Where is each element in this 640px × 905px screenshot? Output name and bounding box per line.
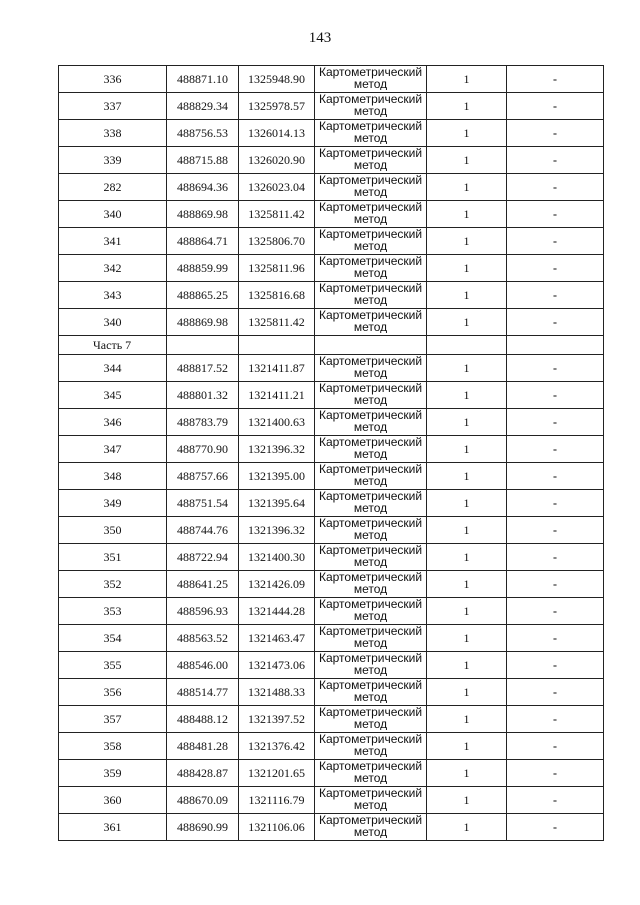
method-text: Картометрический метод [318,255,423,279]
method-cell [315,255,427,282]
note-cell: - [507,571,604,598]
accuracy-cell: 1 [427,760,507,787]
note-cell: - [507,625,604,652]
accuracy-cell: 1 [427,382,507,409]
note-cell: - [507,598,604,625]
point-number-cell: 353 [59,598,167,625]
x-coordinate-cell: 488869.98 [167,201,239,228]
point-number-cell: 359 [59,760,167,787]
method-cell [315,436,427,463]
x-coordinate-cell: 488641.25 [167,571,239,598]
x-coordinate-cell: 488514.77 [167,679,239,706]
table-row [59,174,604,201]
x-coordinate-cell: 488859.99 [167,255,239,282]
x-coordinate-cell: 488563.52 [167,625,239,652]
point-number-cell: 337 [59,93,167,120]
table-row [59,490,604,517]
accuracy-cell: 1 [427,463,507,490]
table-row [59,309,604,336]
accuracy-cell: 1 [427,93,507,120]
note-cell: - [507,409,604,436]
note-cell: - [507,147,604,174]
method-cell [315,760,427,787]
note-cell: - [507,382,604,409]
point-number-cell: 360 [59,787,167,814]
point-number-cell: 344 [59,355,167,382]
x-coordinate-cell: 488783.79 [167,409,239,436]
note-cell: - [507,228,604,255]
method-cell [315,625,427,652]
accuracy-cell: 1 [427,228,507,255]
accuracy-cell: 1 [427,598,507,625]
note-cell: - [507,760,604,787]
method-cell [315,120,427,147]
method-cell [315,598,427,625]
method-cell [315,544,427,571]
accuracy-cell: 1 [427,652,507,679]
method-text: Картометрический метод [318,201,423,225]
x-coordinate-cell: 488690.99 [167,814,239,841]
y-coordinate-cell: 1326023.04 [239,174,315,201]
table-row [59,733,604,760]
note-cell: - [507,309,604,336]
point-number-cell: 351 [59,544,167,571]
x-coordinate-cell: 488865.25 [167,282,239,309]
method-text: Картометрический метод [318,120,423,144]
note-cell: - [507,282,604,309]
accuracy-cell: 1 [427,282,507,309]
accuracy-cell: 1 [427,544,507,571]
note-cell: - [507,201,604,228]
point-number-cell: 341 [59,228,167,255]
y-coordinate-cell: 1321444.28 [239,598,315,625]
table-row [59,652,604,679]
method-cell [315,174,427,201]
table-row [59,571,604,598]
y-coordinate-cell: 1321463.47 [239,625,315,652]
method-text: Картометрический метод [318,355,423,379]
point-number-cell: 282 [59,174,167,201]
table-row [59,625,604,652]
x-coordinate-cell: 488694.36 [167,174,239,201]
method-text: Картометрический метод [318,679,423,703]
table-row [59,93,604,120]
table-row [59,814,604,841]
empty-cell [315,336,427,355]
x-coordinate-cell: 488751.54 [167,490,239,517]
accuracy-cell: 1 [427,409,507,436]
table-row [59,355,604,382]
x-coordinate-cell: 488722.94 [167,544,239,571]
method-cell [315,517,427,544]
point-number-cell: 361 [59,814,167,841]
y-coordinate-cell: 1325811.42 [239,309,315,336]
method-text: Картометрический метод [318,409,423,433]
y-coordinate-cell: 1321411.87 [239,355,315,382]
note-cell: - [507,355,604,382]
note-cell: - [507,490,604,517]
table-row [59,255,604,282]
method-text: Картометрический метод [318,490,423,514]
y-coordinate-cell: 1321400.30 [239,544,315,571]
accuracy-cell: 1 [427,706,507,733]
method-text: Картометрический метод [318,147,423,171]
note-cell: - [507,679,604,706]
y-coordinate-cell: 1321106.06 [239,814,315,841]
method-text: Картометрический метод [318,463,423,487]
table-row [59,201,604,228]
accuracy-cell: 1 [427,679,507,706]
method-cell [315,147,427,174]
method-cell [315,706,427,733]
method-text: Картометрический метод [318,706,423,730]
table-row [59,463,604,490]
x-coordinate-cell: 488744.76 [167,517,239,544]
method-cell [315,309,427,336]
x-coordinate-cell: 488864.71 [167,228,239,255]
table-row [59,282,604,309]
point-number-cell: 356 [59,679,167,706]
x-coordinate-cell: 488817.52 [167,355,239,382]
method-text: Картометрический метод [318,282,423,306]
point-number-cell: 347 [59,436,167,463]
point-number-cell: 345 [59,382,167,409]
method-cell [315,201,427,228]
accuracy-cell: 1 [427,814,507,841]
x-coordinate-cell: 488546.00 [167,652,239,679]
table-row [59,147,604,174]
method-cell [315,787,427,814]
note-cell: - [507,174,604,201]
y-coordinate-cell: 1326020.90 [239,147,315,174]
point-number-cell: 339 [59,147,167,174]
y-coordinate-cell: 1321395.00 [239,463,315,490]
part-label: Часть 7 [59,336,167,355]
accuracy-cell: 1 [427,147,507,174]
y-coordinate-cell: 1325811.42 [239,201,315,228]
method-text: Картометрический метод [318,174,423,198]
method-text: Картометрический метод [318,517,423,541]
method-text: Картометрический метод [318,787,423,811]
table-row [59,120,604,147]
table-row [59,679,604,706]
accuracy-cell: 1 [427,66,507,93]
x-coordinate-cell: 488770.90 [167,436,239,463]
y-coordinate-cell: 1321395.64 [239,490,315,517]
method-text: Картометрический метод [318,598,423,622]
point-number-cell: 348 [59,463,167,490]
accuracy-cell: 1 [427,255,507,282]
coordinates-table [58,65,604,841]
point-number-cell: 354 [59,625,167,652]
y-coordinate-cell: 1321400.63 [239,409,315,436]
method-cell [315,66,427,93]
y-coordinate-cell: 1321426.09 [239,571,315,598]
y-coordinate-cell: 1321396.32 [239,517,315,544]
table-row [59,760,604,787]
y-coordinate-cell: 1321396.32 [239,436,315,463]
method-cell [315,355,427,382]
method-text: Картометрический метод [318,814,423,838]
method-text: Картометрический метод [318,309,423,333]
method-text: Картометрический метод [318,66,423,90]
y-coordinate-cell: 1321411.21 [239,382,315,409]
x-coordinate-cell: 488670.09 [167,787,239,814]
method-cell [315,652,427,679]
page-number: 143 [308,30,332,46]
note-cell: - [507,93,604,120]
table-row [59,598,604,625]
y-coordinate-cell: 1321201.65 [239,760,315,787]
x-coordinate-cell: 488488.12 [167,706,239,733]
table-row [59,436,604,463]
y-coordinate-cell: 1325816.68 [239,282,315,309]
method-cell [315,463,427,490]
y-coordinate-cell: 1321488.33 [239,679,315,706]
point-number-cell: 343 [59,282,167,309]
method-text: Картометрический метод [318,93,423,117]
point-number-cell: 346 [59,409,167,436]
method-text: Картометрический метод [318,571,423,595]
method-cell [315,409,427,436]
note-cell: - [507,733,604,760]
point-number-cell: 352 [59,571,167,598]
note-cell: - [507,463,604,490]
table-row [59,228,604,255]
part-header-row [59,336,604,355]
y-coordinate-cell: 1321376.42 [239,733,315,760]
table-body [59,66,604,841]
note-cell: - [507,652,604,679]
method-cell [315,733,427,760]
point-number-cell: 342 [59,255,167,282]
point-number-cell: 350 [59,517,167,544]
x-coordinate-cell: 488757.66 [167,463,239,490]
method-cell [315,679,427,706]
empty-cell [427,336,507,355]
method-text: Картометрический метод [318,544,423,568]
y-coordinate-cell: 1325806.70 [239,228,315,255]
y-coordinate-cell: 1321116.79 [239,787,315,814]
method-text: Картометрический метод [318,733,423,757]
x-coordinate-cell: 488481.28 [167,733,239,760]
y-coordinate-cell: 1321397.52 [239,706,315,733]
table-row [59,409,604,436]
note-cell: - [507,436,604,463]
table-row [59,382,604,409]
point-number-cell: 340 [59,201,167,228]
empty-cell [507,336,604,355]
note-cell: - [507,120,604,147]
note-cell: - [507,517,604,544]
empty-cell [239,336,315,355]
method-text: Картометрический метод [318,228,423,252]
method-text: Картометрический метод [318,436,423,460]
x-coordinate-cell: 488715.88 [167,147,239,174]
table-row [59,517,604,544]
point-number-cell: 336 [59,66,167,93]
table-row [59,787,604,814]
y-coordinate-cell: 1325948.90 [239,66,315,93]
accuracy-cell: 1 [427,174,507,201]
method-cell [315,382,427,409]
accuracy-cell: 1 [427,355,507,382]
accuracy-cell: 1 [427,517,507,544]
note-cell: - [507,787,604,814]
method-text: Картометрический метод [318,625,423,649]
method-text: Картометрический метод [318,652,423,676]
accuracy-cell: 1 [427,733,507,760]
point-number-cell: 357 [59,706,167,733]
accuracy-cell: 1 [427,309,507,336]
x-coordinate-cell: 488428.87 [167,760,239,787]
y-coordinate-cell: 1321473.06 [239,652,315,679]
table-row [59,706,604,733]
accuracy-cell: 1 [427,490,507,517]
method-cell [315,571,427,598]
x-coordinate-cell: 488801.32 [167,382,239,409]
note-cell: - [507,814,604,841]
x-coordinate-cell: 488756.53 [167,120,239,147]
empty-cell [167,336,239,355]
point-number-cell: 358 [59,733,167,760]
point-number-cell: 340 [59,309,167,336]
table-row [59,544,604,571]
method-cell [315,282,427,309]
note-cell: - [507,255,604,282]
y-coordinate-cell: 1325811.96 [239,255,315,282]
point-number-cell: 355 [59,652,167,679]
method-cell [315,814,427,841]
method-text: Картометрический метод [318,382,423,406]
accuracy-cell: 1 [427,436,507,463]
x-coordinate-cell: 488871.10 [167,66,239,93]
note-cell: - [507,706,604,733]
point-number-cell: 349 [59,490,167,517]
note-cell: - [507,544,604,571]
accuracy-cell: 1 [427,201,507,228]
method-cell [315,228,427,255]
method-text: Картометрический метод [318,760,423,784]
method-cell [315,93,427,120]
y-coordinate-cell: 1325978.57 [239,93,315,120]
x-coordinate-cell: 488596.93 [167,598,239,625]
method-cell [315,490,427,517]
accuracy-cell: 1 [427,787,507,814]
accuracy-cell: 1 [427,571,507,598]
note-cell: - [507,66,604,93]
table-row [59,66,604,93]
x-coordinate-cell: 488829.34 [167,93,239,120]
accuracy-cell: 1 [427,625,507,652]
accuracy-cell: 1 [427,120,507,147]
point-number-cell: 338 [59,120,167,147]
x-coordinate-cell: 488869.98 [167,309,239,336]
y-coordinate-cell: 1326014.13 [239,120,315,147]
